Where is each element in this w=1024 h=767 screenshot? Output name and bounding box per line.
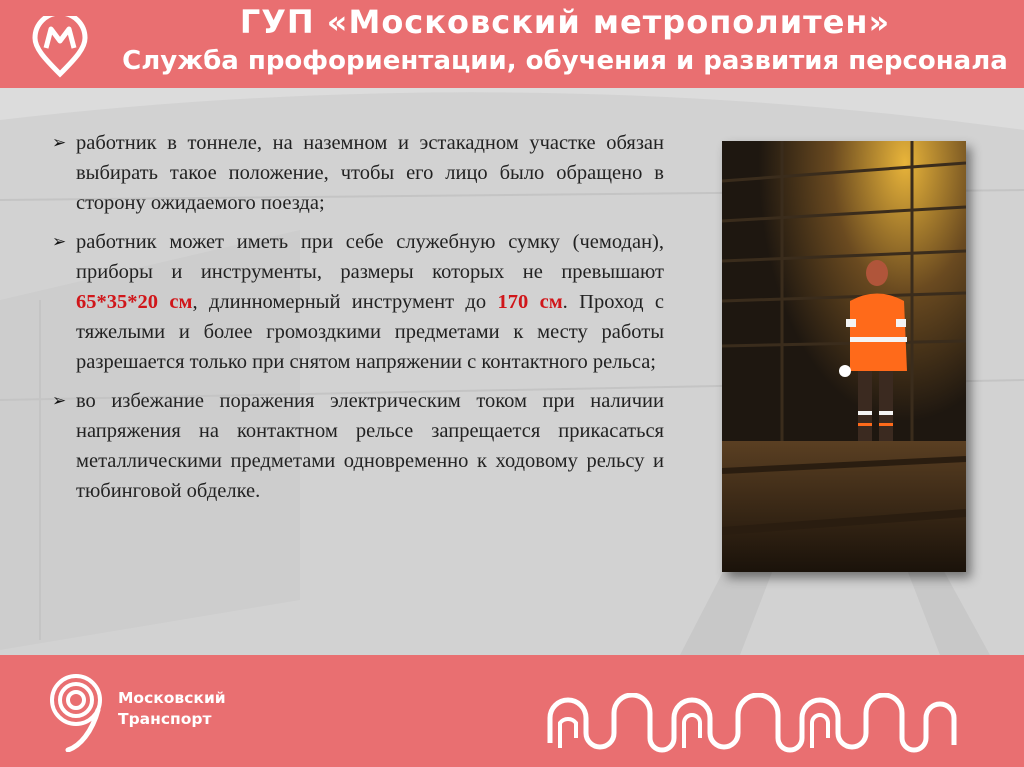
bullet-text: , длинномерный инструмент до [192,291,498,313]
header-bar [0,0,1024,88]
arrow-bullet-icon: ➢ [52,232,67,252]
bullet-text: работник в тоннеле, на наземном и эстакадном участке обязан выбирать такое положение, чтобы его лицо было обращено в сторону ожидаемого поезда; [76,132,664,214]
bullet-text: . Проход с тяжелыми и более громоздкими предметами к месту работы разрешается только при снятом напряжении с контактного рельса; [76,291,665,373]
arrow-bullet-icon: ➢ [52,391,67,411]
page-subtitle: Служба профориентации, обучения и развития персонала [122,46,1008,76]
moscow-transport-logo-icon [36,668,114,752]
brand-name [118,688,226,730]
metro-m-logo-icon [30,16,90,78]
list-item [52,128,664,218]
list-item [52,227,664,377]
bullet-text: работник может иметь при себе служебную сумку (чемодан), приборы и инструменты, размеры которых не превышают [76,231,664,283]
arrow-bullet-icon: ➢ [52,133,67,153]
content-text [52,128,664,515]
bullet-text: во избежание поражения электрическим током при наличии напряжения на контактном рельсе запрещается прикасаться металлическими предметами одновременно к ходовому рельсу и тюбинговой обделке. [76,390,664,502]
page-title: ГУП «Московский метрополитен» [239,3,891,41]
size-limit-highlight: 65*35*20 см [76,291,193,313]
worker-in-tunnel-photo [722,141,966,572]
brand-line: Транспорт [118,710,212,728]
brand-line: Московский [118,689,226,707]
length-limit-highlight: 170 см [497,291,563,313]
footer-bar [0,655,1024,767]
list-item [52,386,664,506]
decorative-wave-pattern [545,693,960,753]
